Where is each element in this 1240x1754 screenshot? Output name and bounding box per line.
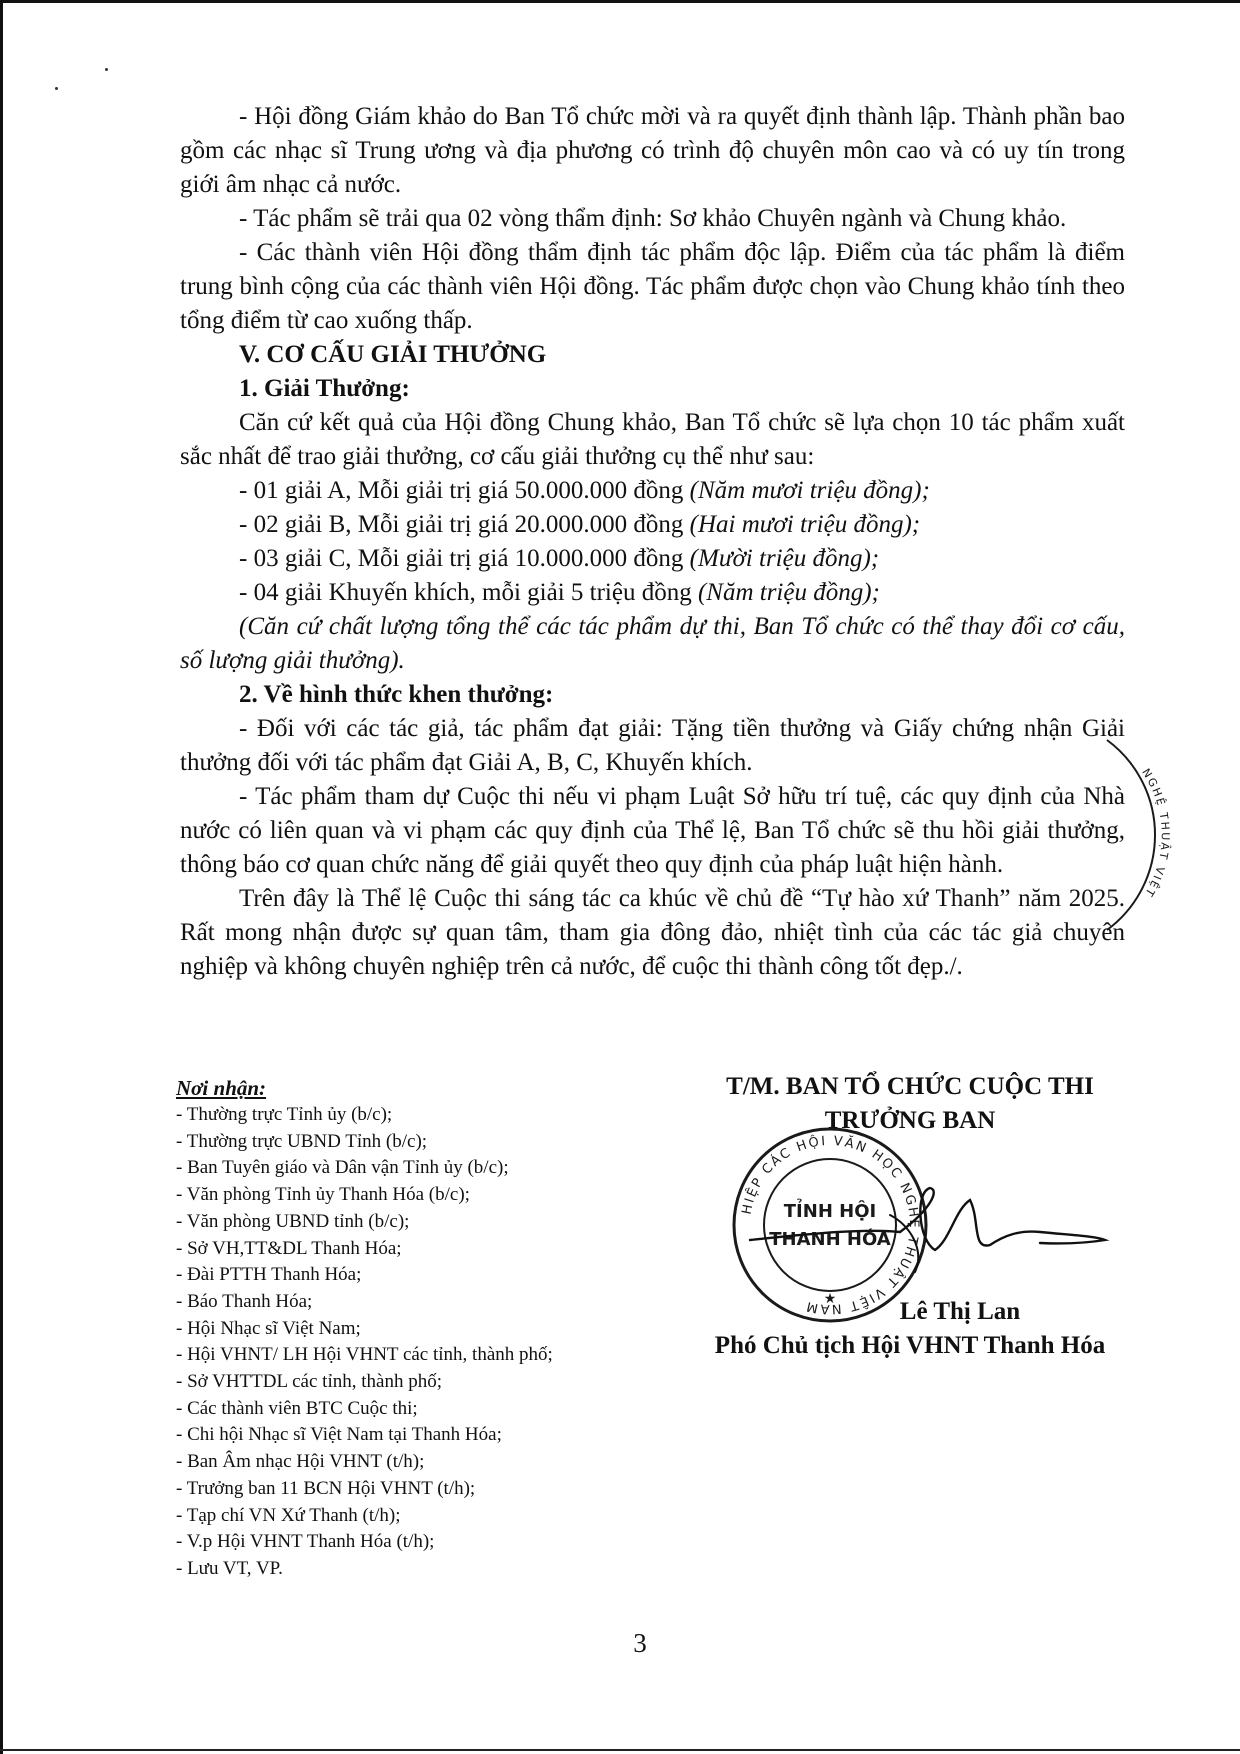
signer-name: Lê Thị Lan bbox=[899, 1298, 1021, 1325]
prize-line-encouragement bbox=[180, 576, 1125, 610]
page-left-border bbox=[0, 0, 3, 1754]
recipient-item: - Thường trực UBND Tỉnh (b/c); bbox=[176, 1130, 428, 1152]
section-v-heading: V. CƠ CẤU GIẢI THƯỞNG bbox=[239, 341, 547, 368]
reward-form-item: - Đối với các tác giả, tác phẩm đạt giải: Tặng tiền thưởng và Giấy chứng nhận Giải thưởng đối với tác phẩm đạt Giải A, B, C, Khuyến khích. bbox=[180, 715, 1125, 776]
reward-form-subheading: 2. Về hình thức khen thưởng: bbox=[239, 681, 554, 708]
prize-subheading: 1. Giải Thưởng: bbox=[239, 375, 410, 402]
recipients-block bbox=[176, 1075, 676, 1583]
recipient-item: - Chi hội Nhạc sĩ Việt Nam tại Thanh Hóa; bbox=[176, 1424, 502, 1446]
recipient-item: - Tạp chí VN Xứ Thanh (t/h); bbox=[176, 1504, 401, 1526]
scan-speck bbox=[55, 87, 58, 90]
recipient-item: - Các thành viên BTC Cuộc thi; bbox=[176, 1397, 418, 1419]
prize-note: (Mười triệu đồng); bbox=[689, 545, 880, 572]
recipient-item: - Báo Thanh Hóa; bbox=[176, 1290, 313, 1312]
side-seal-fragment bbox=[1105, 735, 1185, 935]
signer-position: Phó Chủ tịch Hội VHNT Thanh Hóa bbox=[714, 1332, 1106, 1359]
paragraph-scoring: - Các thành viên Hội đồng thẩm định tác phẩm độc lập. Điểm của tác phẩm là điểm trung bình cộng của các thành viên Hội đồng. Tác phẩm được chọn vào Chung khảo tính theo tổng điểm từ cao xuống thấp. bbox=[180, 239, 1125, 334]
seal-ring-text: HIỆP CÁC HỘI VĂN HỌC NGHỆ THUẬT VIỆT NAM bbox=[739, 1133, 922, 1317]
recipient-item: - Lưu VT, VP. bbox=[176, 1557, 283, 1579]
recipient-item: - Sở VHTTDL các tỉnh, thành phố; bbox=[176, 1371, 442, 1393]
prize-intro: Căn cứ kết quả của Hội đồng Chung khảo, Ban Tổ chức sẽ lựa chọn 10 tác phẩm xuất sắc nhất để trao giải thưởng, cơ cấu giải thưởng cụ thể như sau: bbox=[180, 409, 1125, 470]
recipient-item: - Văn phòng Tỉnh ủy Thanh Hóa (b/c); bbox=[176, 1184, 470, 1206]
recipients-list bbox=[176, 1102, 676, 1583]
recipient-item: - V.p Hội VHNT Thanh Hóa (t/h); bbox=[176, 1531, 435, 1553]
page-bottom-border bbox=[0, 1749, 1240, 1751]
closing-paragraph: Trên đây là Thể lệ Cuộc thi sáng tác ca khúc về chủ đề “Tự hào xứ Thanh” năm 2025. Rất mong nhận được sự quan tâm, tham gia đông đảo, nhiệt tình của các tác giả chuyên nghiệp và không chuyên nghiệp trên cả nước, để cuộc thi thành công tốt đẹp./. bbox=[180, 885, 1125, 980]
paragraph-rounds: - Tác phẩm sẽ trải qua 02 vòng thẩm định: Sơ khảo Chuyên ngành và Chung khảo. bbox=[239, 205, 1067, 232]
prize-note: (Năm triệu đồng); bbox=[697, 579, 880, 606]
reward-form-item: - Tác phẩm tham dự Cuộc thi nếu vi phạm Luật Sở hữu trí tuệ, các quy định của Nhà nước có liên quan và vi phạm các quy định của Thể lệ, Ban Tổ chức sẽ thu hồi giải thưởng, thông báo cơ quan chức năng để giải quyết theo quy định của pháp luật hiện hành. bbox=[180, 783, 1125, 878]
signature-role: TRƯỞNG BAN bbox=[824, 1107, 996, 1134]
prize-text: - 03 giải C, Mỗi giải trị giá 10.000.000 đồng bbox=[239, 545, 690, 572]
paragraph-jury: - Hội đồng Giám khảo do Ban Tổ chức mời và ra quyết định thành lập. Thành phần bao gồm các nhạc sĩ Trung ương và địa phương có trình độ chuyên môn cao và có uy tín trong giới âm nhạc cả nước. bbox=[180, 103, 1125, 198]
page-number: 3 bbox=[633, 1628, 647, 1658]
seal-star-icon: ★ bbox=[823, 1291, 837, 1307]
prize-text: - 04 giải Khuyến khích, mỗi giải 5 triệu đồng bbox=[239, 579, 698, 606]
recipient-item: - Hội Nhạc sĩ Việt Nam; bbox=[176, 1317, 361, 1339]
recipient-item: - Ban Tuyên giáo và Dân vận Tỉnh ủy (b/c); bbox=[176, 1157, 509, 1179]
prize-line-b bbox=[180, 508, 1125, 542]
recipients-heading: Nơi nhận: bbox=[176, 1076, 267, 1100]
prize-note: (Hai mươi triệu đồng); bbox=[689, 511, 921, 538]
recipient-item: - Ban Âm nhạc Hội VHNT (t/h); bbox=[176, 1451, 425, 1473]
document-body bbox=[180, 100, 1125, 984]
prize-line-c bbox=[180, 542, 1125, 576]
signature-org-line: T/M. BAN TỔ CHỨC CUỘC THI bbox=[726, 1073, 1094, 1100]
seal-center-line1: TỈNH HỘI bbox=[783, 1201, 877, 1222]
prize-line-a bbox=[180, 474, 1125, 508]
prize-structure-note: (Căn cứ chất lượng tổng thể các tác phẩm dự thi, Ban Tổ chức có thể thay đổi cơ cấu, số lượng giải thưởng). bbox=[180, 613, 1125, 674]
recipient-item: - Văn phòng UBND tỉnh (b/c); bbox=[176, 1210, 410, 1232]
prize-text: - 01 giải A, Mỗi giải trị giá 50.000.000 đồng bbox=[239, 477, 690, 504]
recipient-item: - Trưởng ban 11 BCN Hội VHNT (t/h); bbox=[176, 1477, 476, 1499]
prize-text: - 02 giải B, Mỗi giải trị giá 20.000.000 đồng bbox=[239, 511, 690, 538]
scan-speck bbox=[105, 68, 108, 71]
recipient-item: - Sở VH,TT&DL Thanh Hóa; bbox=[176, 1237, 402, 1259]
page-top-border bbox=[0, 0, 1240, 3]
recipient-item: - Đài PTTH Thanh Hóa; bbox=[176, 1264, 362, 1286]
handwritten-signature bbox=[740, 1180, 1110, 1280]
side-seal-text: NGHỆ THUẬT VIỆT bbox=[1139, 766, 1172, 901]
recipient-item: - Hội VHNT/ LH Hội VHNT các tỉnh, thành phố; bbox=[176, 1344, 553, 1366]
recipient-item: - Thường trực Tỉnh ủy (b/c); bbox=[176, 1104, 393, 1125]
prize-note: (Năm mươi triệu đồng); bbox=[689, 477, 930, 504]
seal-center-line2: THANH HÓA bbox=[769, 1229, 891, 1250]
